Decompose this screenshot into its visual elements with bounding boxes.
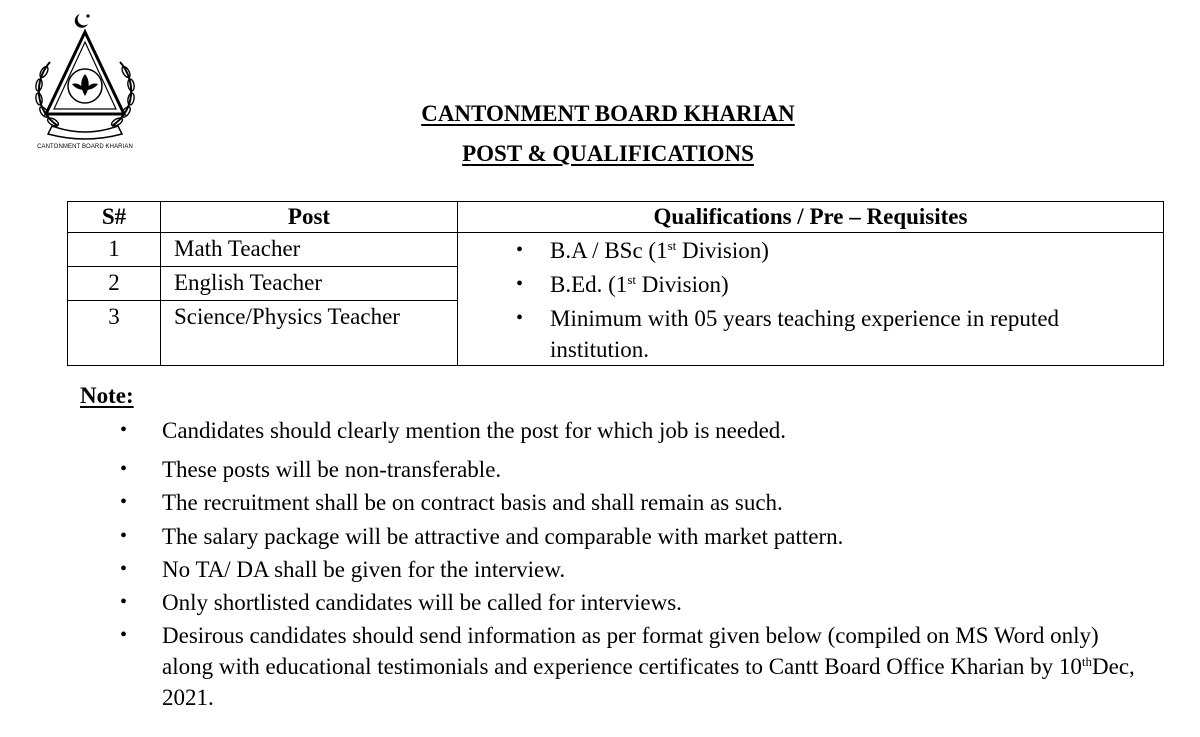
note-item: • Desirous candidates should send information as per format given below (compiled on MS Word only) along with educational testimonials and experience certificates to Cantt Board Office Kharian by 10thDec, 2021. (162, 620, 1152, 713)
table-header-row (68, 202, 1164, 233)
bullet-icon: • (120, 624, 128, 646)
bullet-icon: • (120, 458, 128, 480)
cell-sn: 2 (68, 267, 161, 301)
page-title: CANTONMENT BOARD KHARIAN (421, 101, 795, 126)
bullet-icon: • (516, 307, 524, 329)
bullet-icon: • (120, 491, 128, 513)
bullet-icon: • (516, 239, 524, 261)
requirement-item: • B.A / BSc (1st Division) (458, 235, 1163, 266)
bullet-icon: • (120, 419, 128, 441)
bullet-icon: • (120, 525, 128, 547)
requirement-item: • Minimum with 05 years teaching experience in reputed institution. (458, 303, 1163, 365)
requirements-cell (458, 233, 1164, 366)
note-item: • The recruitment shall be on contract basis and shall remain as such. (162, 487, 1152, 518)
logo-caption: CANTONMENT BOARD KHARIAN (37, 144, 133, 150)
note-item: • Only shortlisted candidates will be called for interviews. (162, 587, 1152, 618)
requirement-item: • B.Ed. (1st Division) (458, 269, 1163, 300)
table-row (68, 233, 1164, 267)
qualifications-table (67, 201, 1164, 366)
note-item: • These posts will be non-transferable. (162, 454, 1152, 485)
column-header-post: Post (161, 202, 458, 233)
note-item: • Candidates should clearly mention the post for which job is needed. (162, 415, 1152, 446)
note-item: • No TA/ DA shall be given for the interview. (162, 554, 1152, 585)
requirements-list (458, 235, 1163, 365)
cell-sn: 3 (68, 301, 161, 366)
cell-post: Math Teacher (161, 233, 458, 267)
emblem-icon (22, 10, 148, 142)
cell-post: English Teacher (161, 267, 458, 301)
cell-sn: 1 (68, 233, 161, 267)
cell-post: Science/Physics Teacher (161, 301, 458, 366)
cantonment-board-logo (22, 10, 148, 158)
bullet-icon: • (516, 273, 524, 295)
bullet-icon: • (120, 558, 128, 580)
column-header-sn: S# (68, 202, 161, 233)
note-title: Note: (80, 383, 134, 408)
column-header-qualifications: Qualifications / Pre – Requisites (458, 202, 1164, 233)
note-item: • The salary package will be attractive and comparable with market pattern. (162, 521, 1152, 552)
page-subtitle: POST & QUALIFICATIONS (462, 141, 754, 166)
bullet-icon: • (120, 591, 128, 613)
